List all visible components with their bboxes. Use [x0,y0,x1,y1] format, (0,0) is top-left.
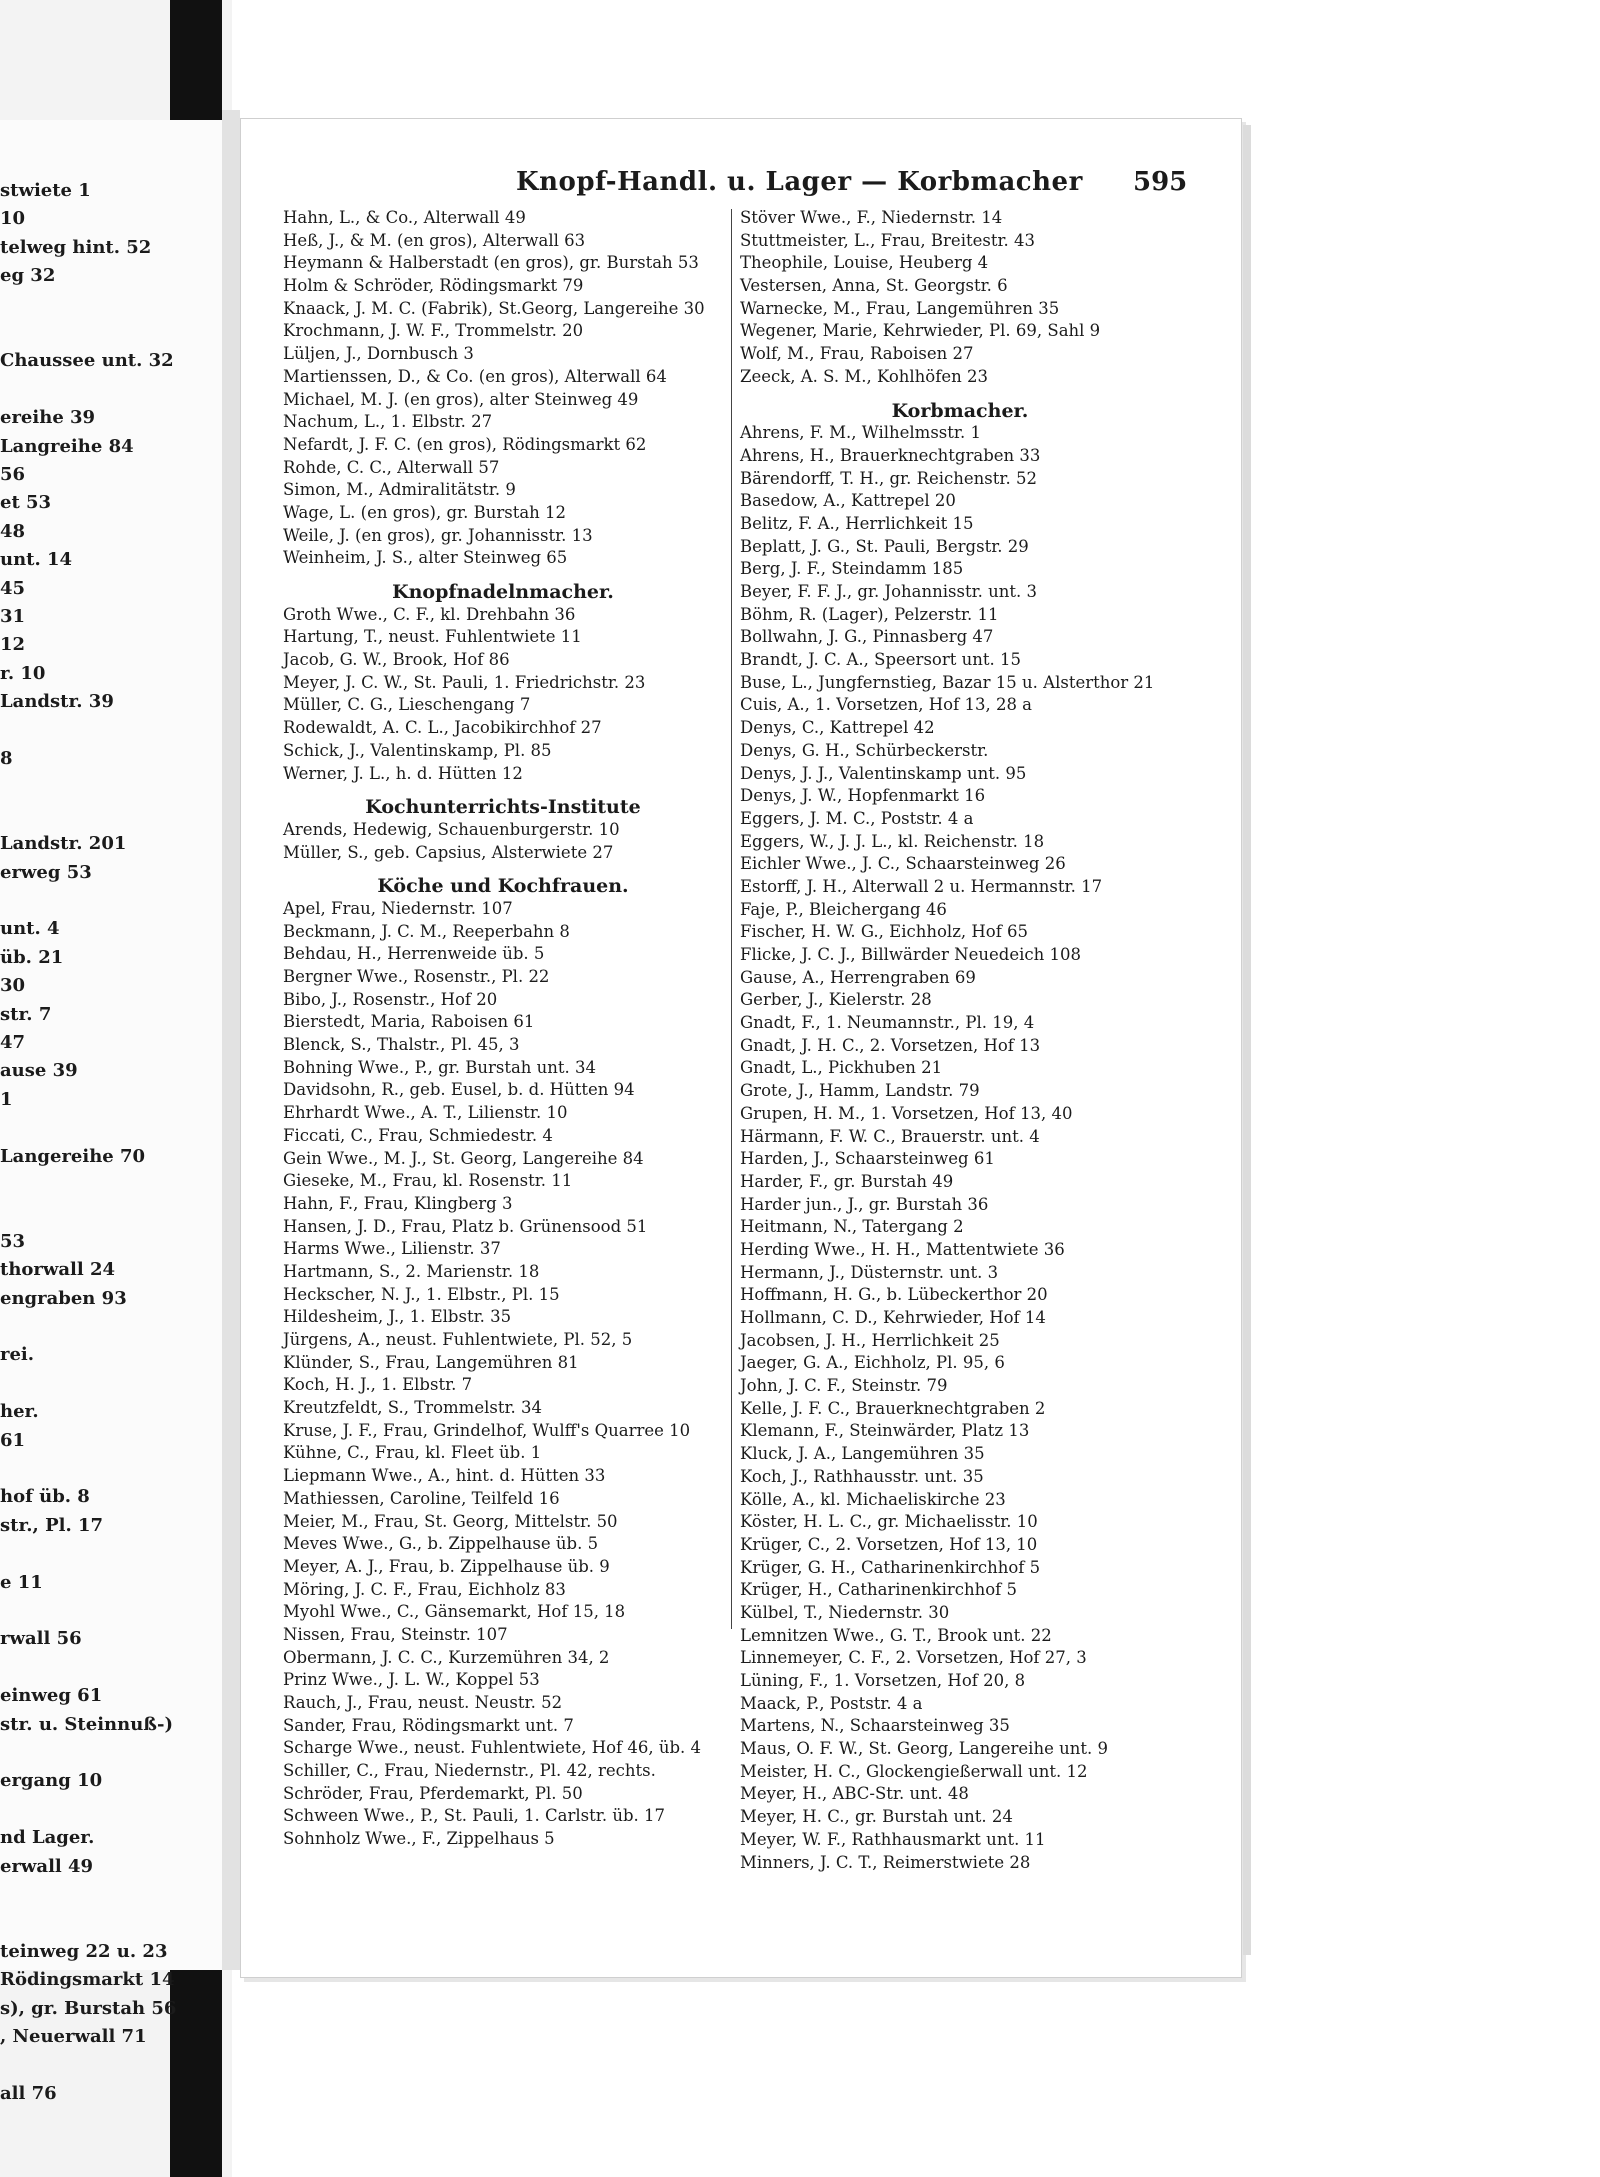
left-page-line: erwall 49 [0,1855,94,1877]
directory-entry: Härmann, F. W. C., Brauerstr. unt. 4 [740,1126,1040,1146]
directory-entry: Rodewaldt, A. C. L., Jacobikirchhof 27 [283,718,602,738]
directory-entry: Gieseke, M., Frau, kl. Rosenstr. 11 [283,1171,573,1191]
left-page-line: e 11 [0,1571,43,1593]
directory-entry: Sander, Frau, Rödingsmarkt unt. 7 [283,1715,574,1735]
directory-entry: Jaeger, G. A., Eichholz, Pl. 95, 6 [740,1353,1005,1373]
directory-entry: Linnemeyer, C. F., 2. Vorsetzen, Hof 27, 3 [740,1648,1087,1668]
directory-entry: Werner, J. L., h. d. Hütten 12 [283,763,523,783]
directory-entry: Klünder, S., Frau, Langemühren 81 [283,1352,579,1372]
left-page-line: 30 [0,975,26,997]
left-page-line: 10 [0,208,26,230]
left-page-line: str., Pl. 17 [0,1514,104,1536]
left-page-line: einweg 61 [0,1685,103,1707]
directory-entry: Heß, J., & M. (en gros), Alterwall 63 [283,230,586,250]
left-page-line: erweg 53 [0,861,92,883]
book-gutter [222,110,240,1970]
left-page-line: et 53 [0,492,52,514]
directory-entry: Heckscher, N. J., 1. Elbstr., Pl. 15 [283,1284,560,1304]
directory-entry: Gnadt, L., Pickhuben 21 [740,1058,943,1078]
left-page-line: 47 [0,1032,26,1053]
left-page-line: stwiete 1 [0,180,91,201]
directory-entry: Denys, G. H., Schürbeckerstr. [740,740,989,760]
directory-entry: Denys, J. W., Hopfenmarkt 16 [740,786,986,806]
directory-page [240,118,1242,1978]
left-page-line: 8 [0,748,13,769]
directory-entry: Eichler Wwe., J. C., Schaarsteinweg 26 [740,854,1066,874]
page-header [241,167,1241,203]
directory-entry: Holm & Schröder, Rödingsmarkt 79 [283,276,584,296]
left-page-line: üb. 21 [0,946,64,968]
directory-entry: Jacob, G. W., Brook, Hof 86 [283,650,510,670]
left-page-line: thorwall 24 [0,1259,116,1281]
directory-entry: Hahn, F., Frau, Klingberg 3 [283,1193,513,1213]
directory-entry: John, J. C. F., Steinstr. 79 [740,1376,948,1396]
directory-entry: Hartung, T., neust. Fuhlentwiete 11 [283,627,582,647]
left-page-line: nd Lager. [0,1827,95,1849]
directory-entry: Vestersen, Anna, St. Georgstr. 6 [740,276,1008,296]
directory-entry: Gnadt, F., 1. Neumannstr., Pl. 19, 4 [740,1013,1035,1033]
left-page-line: 61 [0,1429,26,1451]
left-page-line: 56 [0,464,26,485]
directory-entry: Minners, J. C. T., Reimerstwiete 28 [740,1852,1031,1872]
left-page-line: str. u. Steinnuß-) [0,1713,173,1735]
left-page-line: Langereihe 70 [0,1145,146,1167]
left-page-line: her. [0,1401,39,1423]
section-knopfhandlung [283,207,723,570]
left-page-line: unt. 4 [0,918,60,940]
directory-entry: Kreutzfeldt, S., Trommelstr. 34 [283,1398,543,1418]
directory-entry: Denys, J. J., Valentinskamp unt. 95 [740,763,1027,783]
running-head: Knopf-Handl. u. Lager — Korbmacher [516,167,1083,197]
directory-entry: Hansen, J. D., Frau, Platz b. Grünensood 51 [283,1216,648,1236]
directory-entry: Arends, Hedewig, Schauenburgerstr. 10 [283,819,620,839]
left-page-line: rei. [0,1344,35,1366]
directory-entry: Harder, F., gr. Burstah 49 [740,1171,954,1191]
left-page-line: , Neuerwall 71 [0,2026,147,2047]
directory-entry: Kluck, J. A., Langemühren 35 [740,1444,985,1464]
directory-entry: Beplatt, J. G., St. Pauli, Bergstr. 29 [740,536,1029,556]
directory-entry: Harms Wwe., Lilienstr. 37 [283,1239,501,1259]
directory-entry: Ahrens, H., Brauerknechtgraben 33 [740,445,1041,465]
directory-entry: Müller, C. G., Lieschengang 7 [283,695,531,715]
directory-entry: Hahn, L., & Co., Alterwall 49 [283,208,526,227]
spacer [283,864,723,875]
directory-entry: Beckmann, J. C. M., Reeperbahn 8 [283,921,570,941]
section-heading-korbmacher: Korbmacher. [891,399,1029,422]
directory-entry: Böhm, R. (Lager), Pelzerstr. 11 [740,604,999,624]
directory-entry: Kelle, J. F. C., Brauerknechtgraben 2 [740,1398,1046,1418]
directory-entry: Weinheim, J. S., alter Steinweg 65 [283,548,568,568]
section-koeche [283,898,723,1851]
directory-entry: Nachum, L., 1. Elbstr. 27 [283,412,493,432]
directory-entry: Scharge Wwe., neust. Fuhlentwiete, Hof 46, üb. 4 [283,1738,702,1758]
directory-entry: Zeeck, A. S. M., Kohlhöfen 23 [740,366,988,386]
left-page-line: 48 [0,520,26,542]
left-page-line: 53 [0,1230,26,1252]
directory-entry: Bierstedt, Maria, Raboisen 61 [283,1012,535,1032]
directory-entry: Meyer, A. J., Frau, b. Zippelhause üb. 9 [283,1556,610,1576]
left-page-fragment [0,120,225,2104]
left-page-line: ergang 10 [0,1770,103,1792]
section-continued [740,207,1180,389]
directory-entry: Flicke, J. C. J., Billwärder Neuedeich 108 [740,945,1081,964]
directory-entry: Bibo, J., Rosenstr., Hof 20 [283,989,498,1009]
directory-entry: Kühne, C., Frau, kl. Fleet üb. 1 [283,1443,542,1463]
directory-entry: Hoffmann, H. G., b. Lübeckerthor 20 [740,1285,1048,1305]
directory-entry: Wegener, Marie, Kehrwieder, Pl. 69, Sahl 9 [740,321,1101,341]
left-page-line: telweg hint. 52 [0,236,152,258]
directory-entry: Maus, O. F. W., St. Georg, Langereihe unt. 9 [740,1739,1108,1759]
directory-entry: Mathiessen, Caroline, Teilfeld 16 [283,1488,560,1508]
directory-entry: Beyer, F. F. J., gr. Johannisstr. unt. 3 [740,582,1038,601]
directory-entry: Liepmann Wwe., A., hint. d. Hütten 33 [283,1466,606,1486]
directory-entry: Gerber, J., Kielerstr. 28 [740,990,932,1010]
left-page-line: teinweg 22 u. 23 [0,1940,168,1962]
directory-entry: Hartmann, S., 2. Marienstr. 18 [283,1261,540,1281]
directory-entry: Meyer, H., ABC-Str. unt. 48 [740,1784,969,1804]
column-divider [731,209,732,1629]
directory-entry: Wolf, M., Frau, Raboisen 27 [740,344,974,364]
directory-entry: Belitz, F. A., Herrlichkeit 15 [740,513,974,533]
directory-entry: Grote, J., Hamm, Landstr. 79 [740,1081,980,1101]
directory-entry: Meyer, J. C. W., St. Pauli, 1. Friedrichstr. 23 [283,672,646,692]
directory-entry: Möring, J. C. F., Frau, Eichholz 83 [283,1579,566,1599]
section-heading-kochunterricht: Kochunterrichts-Institute [365,796,641,819]
directory-entry: Brandt, J. C. A., Speersort unt. 15 [740,650,1021,670]
section-knopfnadelnmacher [283,604,723,786]
directory-entry: Heitmann, N., Tatergang 2 [740,1217,964,1237]
directory-entry: Klemann, F., Steinwärder, Platz 13 [740,1421,1030,1441]
left-page-line: 1 [0,1088,13,1110]
left-page-line: str. 7 [0,1003,52,1025]
directory-entry: Kölle, A., kl. Michaeliskirche 23 [740,1489,1006,1509]
directory-entry: Bohning Wwe., P., gr. Burstah unt. 34 [283,1057,597,1077]
left-page-line: Rödingsmarkt 14 [0,1969,175,1991]
directory-entry: Nefardt, J. F. C. (en gros), Rödingsmarkt 62 [283,434,647,454]
directory-entry: Müller, S., geb. Capsius, Alsterwiete 27 [283,842,614,862]
directory-entry: Schween Wwe., P., St. Pauli, 1. Carlstr. üb. 17 [283,1806,666,1826]
directory-entry: Schick, J., Valentinskamp, Pl. 85 [283,740,552,760]
page-number: 595 [1133,167,1188,197]
directory-entry: Martens, N., Schaarsteinweg 35 [740,1716,1010,1736]
directory-entry: Obermann, J. C. C., Kurzemühren 34, 2 [283,1647,610,1667]
directory-entry: Harder jun., J., gr. Burstah 36 [740,1194,989,1214]
directory-entry: Köster, H. L. C., gr. Michaelisstr. 10 [740,1512,1038,1532]
directory-entry: Theophile, Louise, Heuberg 4 [740,253,989,273]
directory-entry: Meyer, H. C., gr. Burstah unt. 24 [740,1807,1013,1827]
left-page-line: ause 39 [0,1060,78,1082]
directory-entry: Krüger, C., 2. Vorsetzen, Hof 13, 10 [740,1534,1038,1554]
directory-entry: Myohl Wwe., C., Gänsemarkt, Hof 15, 18 [283,1602,626,1622]
directory-entry: Prinz Wwe., J. L. W., Koppel 53 [283,1670,540,1690]
directory-entry: Koch, J., Rathhausstr. unt. 35 [740,1466,984,1486]
directory-entry: Weile, J. (en gros), gr. Johannisstr. 13 [283,525,593,545]
directory-entry: Jacobsen, J. H., Herrlichkeit 25 [740,1330,1000,1350]
directory-entry: Bollwahn, J. G., Pinnasberg 47 [740,627,994,647]
directory-entry: Basedow, A., Kattrepel 20 [740,491,956,511]
directory-entry: Maack, P., Poststr. 4 a [740,1693,923,1713]
directory-entry: Ehrhardt Wwe., A. T., Lilienstr. 10 [283,1103,568,1123]
directory-entry: Stöver Wwe., F., Niedernstr. 14 [740,208,1003,227]
directory-entry: Sohnholz Wwe., F., Zippelhaus 5 [283,1829,555,1849]
directory-entry: Michael, M. J. (en gros), alter Steinweg 49 [283,389,639,409]
directory-entry: Meyer, W. F., Rathhausmarkt unt. 11 [740,1829,1046,1849]
directory-entry: Apel, Frau, Niedernstr. 107 [283,898,513,918]
directory-entry: Behdau, H., Herrenweide üb. 5 [283,944,545,964]
left-page-line: all 76 [0,2082,57,2104]
directory-entry: Groth Wwe., C. F., kl. Drehbahn 36 [283,604,576,624]
directory-entry: Schiller, C., Frau, Niedernstr., Pl. 42, rechts. [283,1761,656,1781]
directory-entry: Jürgens, A., neust. Fuhlentwiete, Pl. 52, 5 [283,1330,633,1349]
column-right [740,207,1180,1874]
left-page-line: 12 [0,634,26,656]
directory-entry: Kruse, J. F., Frau, Grindelhof, Wulff's Quarree 10 [283,1420,691,1440]
section-korbmacher [740,422,1180,1874]
directory-entry: Faje, P., Bleichergang 46 [740,899,947,919]
directory-entry: Blenck, S., Thalstr., Pl. 45, 3 [283,1035,520,1055]
directory-entry: Krochmann, J. W. F., Trommelstr. 20 [283,321,584,341]
spacer [283,570,723,581]
directory-entry: Nissen, Frau, Steinstr. 107 [283,1624,508,1644]
directory-entry: Hermann, J., Düsternstr. unt. 3 [740,1262,999,1282]
left-page-line: 31 [0,606,26,627]
left-page-line: hof üb. 8 [0,1486,90,1508]
left-page-line: Chaussee unt. 32 [0,350,174,372]
directory-entry: Ahrens, F. M., Wilhelmsstr. 1 [740,423,981,443]
directory-entry: Ficcati, C., Frau, Schmiedestr. 4 [283,1125,553,1145]
directory-entry: Koch, H. J., 1. Elbstr. 7 [283,1375,473,1395]
directory-entry: Buse, L., Jungfernstieg, Bazar 15 u. Alsterthor 21 [740,672,1155,692]
directory-entry: Davidsohn, R., geb. Eusel, b. d. Hütten 94 [283,1080,635,1100]
spacer [740,389,1180,400]
column-left [283,207,723,1851]
directory-entry: Rauch, J., Frau, neust. Neustr. 52 [283,1693,563,1712]
directory-entry: Krüger, G. H., Catharinenkirchhof 5 [740,1557,1041,1577]
directory-entry: Grupen, H. M., 1. Vorsetzen, Hof 13, 40 [740,1103,1073,1123]
binding-strip-bottom [170,1960,222,2177]
directory-entry: Gnadt, J. H. C., 2. Vorsetzen, Hof 13 [740,1035,1041,1055]
section-heading-knopfnadelnmacher: Knopfnadelnmacher. [392,581,614,603]
directory-entry: Berg, J. F., Steindamm 185 [740,559,964,579]
section-heading-koeche: Köche und Kochfrauen. [377,875,629,898]
directory-entry: Fischer, H. W. G., Eichholz, Hof 65 [740,922,1029,942]
left-page-line: Langreihe 84 [0,435,134,457]
directory-entry: Estorff, J. H., Alterwall 2 u. Hermannstr. 17 [740,876,1103,896]
directory-entry: Eggers, J. M. C., Poststr. 4 a [740,808,974,828]
directory-entry: Gein Wwe., M. J., St. Georg, Langereihe 84 [283,1148,644,1168]
directory-entry: Hildesheim, J., 1. Elbstr. 35 [283,1307,512,1327]
directory-entry: Gause, A., Herrengraben 69 [740,967,976,987]
left-page-line: engraben 93 [0,1287,127,1309]
directory-entry: Krüger, H., Catharinenkirchhof 5 [740,1580,1018,1600]
directory-entry: Meister, H. C., Glockengießerwall unt. 12 [740,1761,1088,1781]
directory-entry: Meves Wwe., G., b. Zippelhause üb. 5 [283,1534,599,1554]
directory-entry: Bergner Wwe., Rosenstr., Pl. 22 [283,967,550,986]
directory-entry: Schröder, Frau, Pferdemarkt, Pl. 50 [283,1783,583,1803]
directory-entry: Wage, L. (en gros), gr. Burstah 12 [283,502,567,522]
directory-entry: Martienssen, D., & Co. (en gros), Alterwall 64 [283,366,667,386]
directory-entry: Knaack, J. M. C. (Fabrik), St.Georg, Langereihe 30 [283,298,705,318]
directory-entry: Cuis, A., 1. Vorsetzen, Hof 13, 28 a [740,695,1033,715]
directory-entry: Bärendorff, T. H., gr. Reichenstr. 52 [740,468,1037,488]
directory-entry: Denys, C., Kattrepel 42 [740,718,935,738]
section-kochunterricht [283,819,723,864]
left-page-line: r. 10 [0,662,46,684]
directory-entry: Lemnitzen Wwe., G. T., Brook unt. 22 [740,1625,1052,1645]
directory-entry: Hollmann, C. D., Kehrwieder, Hof 14 [740,1308,1046,1327]
directory-entry: Lüljen, J., Dornbusch 3 [283,344,474,364]
directory-entry: Lüning, F., 1. Vorsetzen, Hof 20, 8 [740,1671,1026,1690]
directory-entry: Külbel, T., Niedernstr. 30 [740,1602,950,1622]
directory-entry: Meier, M., Frau, St. Georg, Mittelstr. 50 [283,1511,618,1531]
left-page-line: 45 [0,577,26,599]
spacer [283,785,723,796]
left-page-line: Landstr. 201 [0,833,127,855]
directory-entry: Warnecke, M., Frau, Langemühren 35 [740,298,1060,318]
page-edge-shadow [1243,125,1251,1955]
directory-entry: Herding Wwe., H. H., Mattentwiete 36 [740,1239,1065,1259]
left-page-line: unt. 14 [0,549,73,571]
left-page-line: s), gr. Burstah 56 [0,1997,177,2019]
left-page-line: ereihe 39 [0,407,96,429]
binding-strip-top [170,0,222,140]
directory-entry: Simon, M., Admiralitätstr. 9 [283,480,516,500]
directory-entry: Stuttmeister, L., Frau, Breitestr. 43 [740,230,1036,250]
left-page-line: Landstr. 39 [0,691,114,713]
directory-entry: Harden, J., Schaarsteinweg 61 [740,1149,995,1169]
directory-entry: Eggers, W., J. J. L., kl. Reichenstr. 18 [740,831,1045,851]
directory-entry: Rohde, C. C., Alterwall 57 [283,457,500,477]
left-page-line: eg 32 [0,265,56,287]
directory-entry: Heymann & Halberstadt (en gros), gr. Burstah 53 [283,253,699,273]
left-page-line: rwall 56 [0,1628,82,1650]
